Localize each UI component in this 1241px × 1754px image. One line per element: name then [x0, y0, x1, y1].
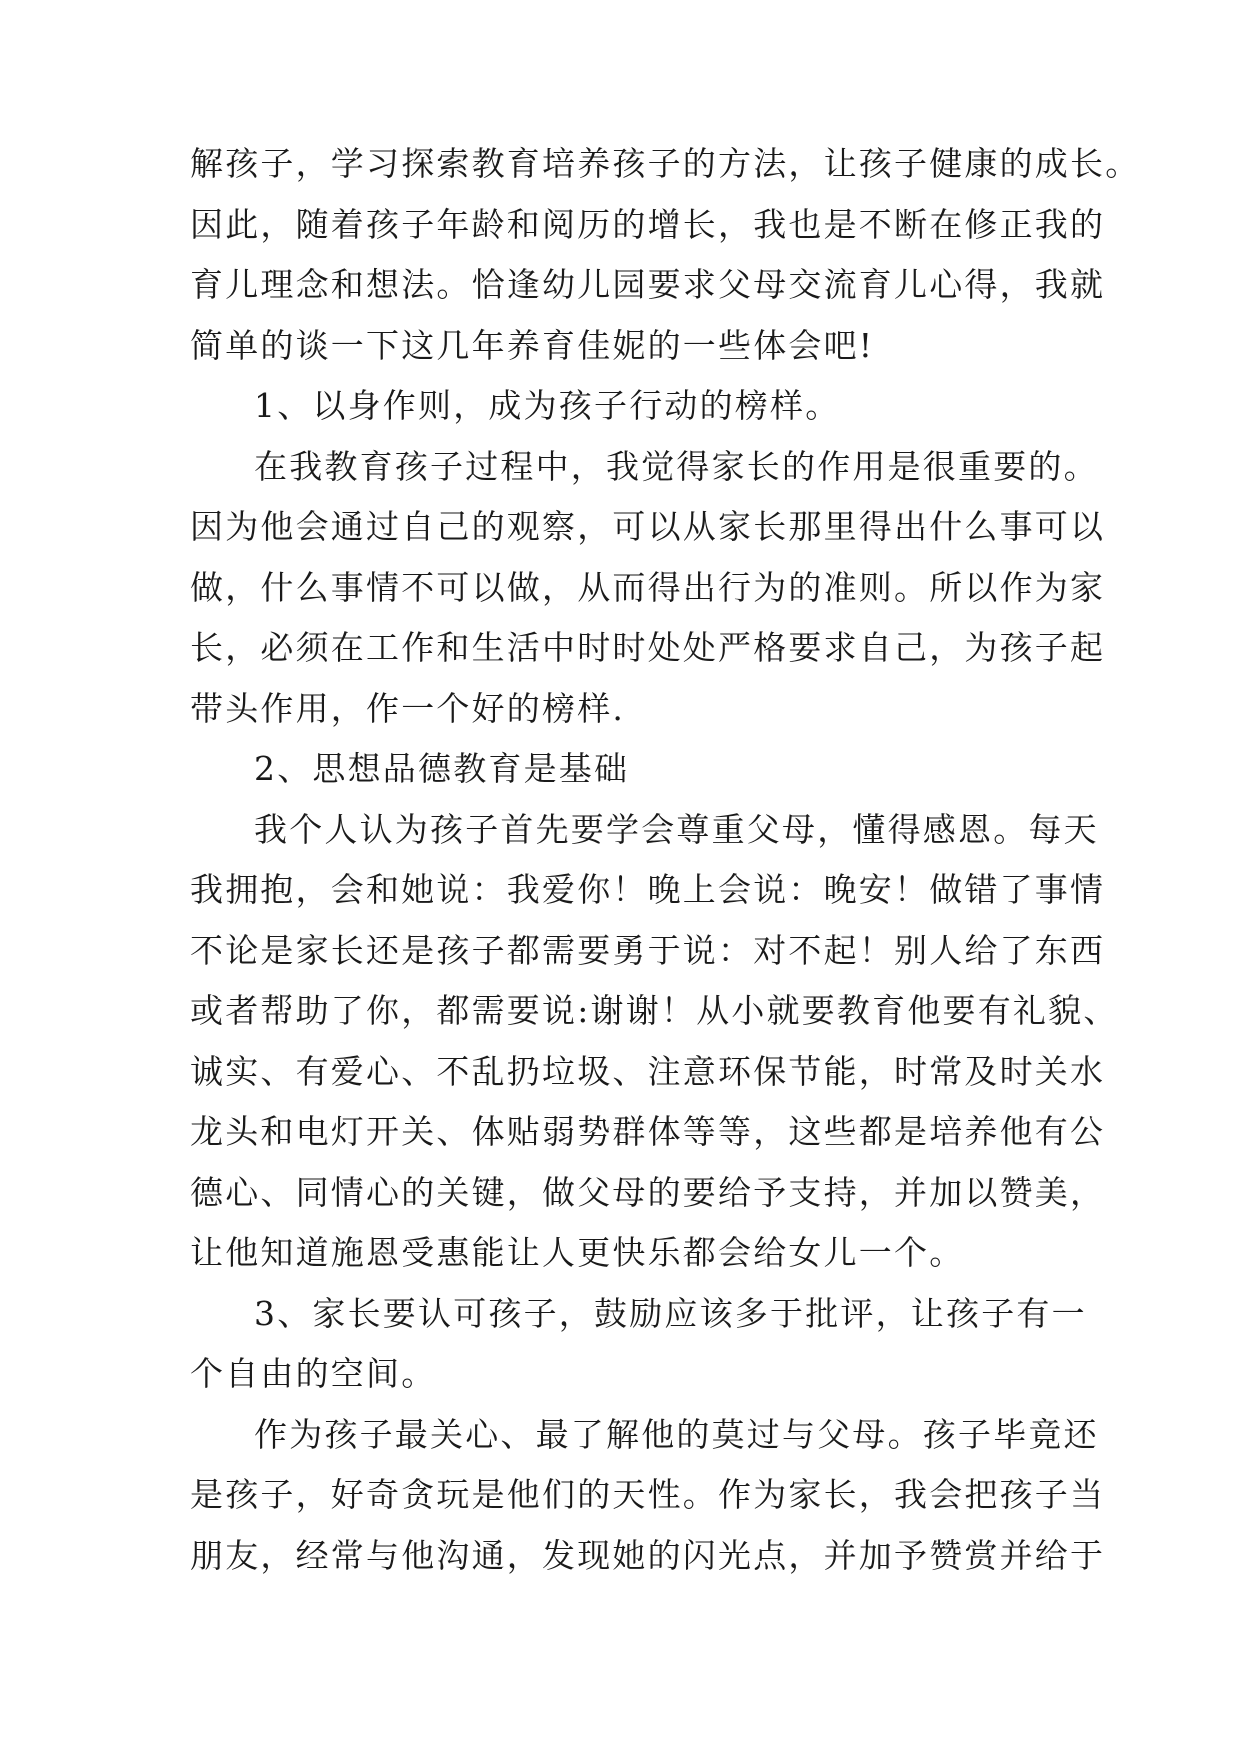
- text-line: 让他知道施恩受惠能让人更快乐都会给女儿一个。: [190, 1233, 965, 1272]
- text-line: 龙头和电灯开关、体贴弱势群体等等，这些都是培养他有公: [190, 1112, 1106, 1151]
- text-line: 德心、同情心的关键，做父母的要给予支持，并加以赞美，: [190, 1172, 1106, 1212]
- text-line: 不论是家长还是孩子都需要勇于说：对不起！别人给了东西: [190, 930, 1106, 970]
- text-line: 或者帮助了你，都需要说:谢谢！从小就要教育他要有礼貌、: [190, 991, 1119, 1030]
- section-heading-3: 3、家长要认可孩子，鼓励应该多于批评，让孩子有一: [254, 1293, 1087, 1333]
- text-line: 长，必须在工作和生活中时时处处严格要求自己，为孩子起: [190, 628, 1106, 667]
- document-body: [190, 134, 1141, 1586]
- text-line: 诚实、有爱心、不乱扔垃圾、注意环保节能，时常及时关水: [190, 1051, 1106, 1091]
- text-line: 我个人认为孩子首先要学会尊重父母，懂得感恩。每天: [254, 809, 1099, 849]
- text-line: 作为孩子最关心、最了解他的莫过与父母。孩子毕竟还: [254, 1414, 1099, 1454]
- text-line: 因此，随着孩子年龄和阅历的增长，我也是不断在修正我的: [190, 204, 1106, 244]
- text-line: 做，什么事情不可以做，从而得出行为的准则。所以作为家: [190, 567, 1106, 607]
- text-line: 个自由的空间。: [190, 1354, 437, 1393]
- text-line: 解孩子，学习探索教育培养孩子的方法，让孩子健康的成长。: [190, 144, 1141, 183]
- section-heading-2: 2、思想品德教育是基础: [254, 749, 630, 788]
- text-line: 因为他会通过自己的观察，可以从家长那里得出什么事可以: [190, 507, 1106, 546]
- text-line: 带头作用，作一个好的榜样.: [190, 688, 626, 728]
- text-line: 我拥抱，会和她说：我爱你！晚上会说：晚安！做错了事情: [190, 870, 1106, 909]
- text-line: 育儿理念和想法。恰逢幼儿园要求父母交流育儿心得，我就: [190, 265, 1106, 304]
- text-line: 是孩子，好奇贪玩是他们的天性。作为家长，我会把孩子当: [190, 1475, 1106, 1514]
- text-line: 朋友，经常与他沟通，发现她的闪光点，并加予赞赏并给于: [190, 1535, 1106, 1575]
- text-line: 简单的谈一下这几年养育佳妮的一些体会吧!: [190, 325, 875, 365]
- section-heading-1: 1、以身作则，成为孩子行动的榜样。: [254, 386, 841, 425]
- text-line: 在我教育孩子过程中，我觉得家长的作用是很重要的。: [254, 446, 1099, 486]
